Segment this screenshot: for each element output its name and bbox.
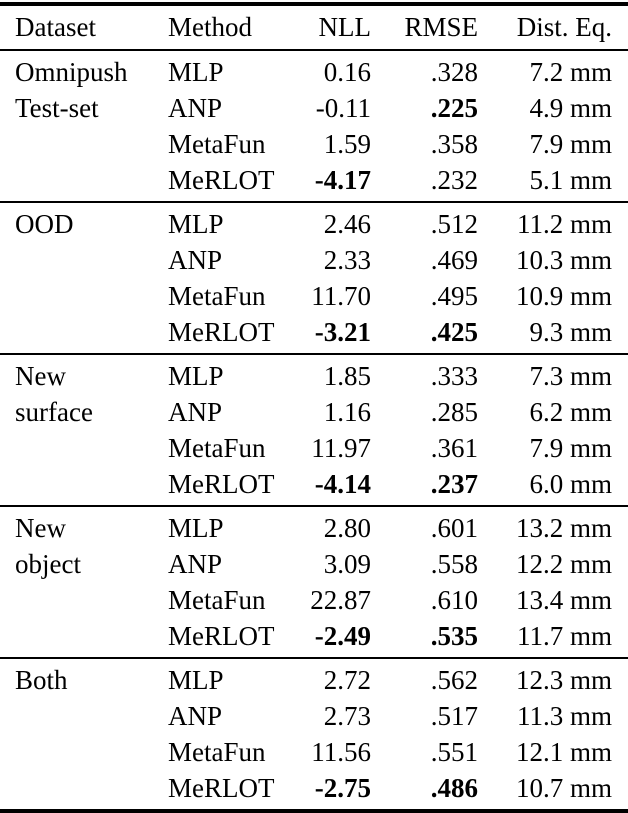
method-cell: MLP — [168, 361, 224, 391]
column-header-dist-eq: Dist. Eq. — [478, 4, 628, 50]
table-row — [0, 618, 628, 658]
nll-cell: -3.21 — [314, 317, 371, 347]
rmse-cell: .535 — [430, 621, 478, 651]
method-cell: MetaFun — [168, 433, 266, 463]
method-cell: MLP — [168, 513, 224, 543]
rmse-cell: .562 — [430, 665, 478, 695]
rmse-cell: .551 — [430, 737, 478, 767]
dataset-cell — [0, 618, 168, 658]
rmse-cell: .495 — [430, 281, 478, 311]
table-row — [0, 242, 628, 278]
table-row — [0, 430, 628, 466]
rmse-cell: .512 — [430, 209, 478, 239]
column-header-dataset: Dataset — [0, 4, 168, 50]
table-row — [0, 202, 628, 242]
table-section — [0, 354, 628, 506]
nll-cell: 2.80 — [323, 513, 371, 543]
dist-eq-cell: 12.2 mm — [515, 549, 612, 579]
rmse-cell: .361 — [430, 433, 478, 463]
rmse-cell: .237 — [430, 469, 478, 499]
dist-eq-cell: 10.7 mm — [515, 773, 612, 803]
dist-eq-cell: 5.1 mm — [529, 165, 612, 195]
rmse-cell: .328 — [430, 57, 478, 87]
method-cell: MeRLOT — [168, 773, 275, 803]
table-row — [0, 278, 628, 314]
table-row — [0, 658, 628, 698]
method-cell: MeRLOT — [168, 165, 275, 195]
rmse-cell: .232 — [430, 165, 478, 195]
table-section — [0, 50, 628, 202]
dataset-cell: New — [15, 513, 66, 543]
dataset-cell — [0, 430, 168, 466]
table-row — [0, 50, 628, 90]
table-row — [0, 546, 628, 582]
table-section — [0, 202, 628, 354]
table-row — [0, 90, 628, 126]
table-row — [0, 582, 628, 618]
rmse-cell: .358 — [430, 129, 478, 159]
nll-cell: -4.14 — [314, 469, 371, 499]
rmse-cell: .558 — [430, 549, 478, 579]
method-cell: MLP — [168, 665, 224, 695]
dataset-cell — [0, 582, 168, 618]
column-header-method: Method — [168, 4, 293, 50]
dataset-cell — [0, 770, 168, 811]
table-row — [0, 466, 628, 506]
method-cell: MLP — [168, 57, 224, 87]
rmse-cell: .469 — [430, 245, 478, 275]
nll-cell: -2.49 — [314, 621, 371, 651]
dist-eq-cell: 6.0 mm — [529, 469, 612, 499]
nll-cell: 11.97 — [311, 433, 371, 463]
table-row — [0, 394, 628, 430]
rmse-cell: .601 — [430, 513, 478, 543]
nll-cell: 2.33 — [323, 245, 371, 275]
nll-cell: 2.72 — [323, 665, 371, 695]
dataset-cell — [0, 314, 168, 354]
dataset-cell — [0, 162, 168, 202]
dataset-cell: OOD — [15, 209, 74, 239]
dataset-cell: Test-set — [15, 93, 99, 123]
nll-cell: 11.70 — [311, 281, 371, 311]
dist-eq-cell: 9.3 mm — [529, 317, 612, 347]
table-section — [0, 506, 628, 658]
dataset-cell — [0, 466, 168, 506]
method-cell: MLP — [168, 209, 224, 239]
method-cell: ANP — [168, 93, 223, 123]
dataset-cell — [0, 278, 168, 314]
table-row — [0, 770, 628, 811]
table-section — [0, 658, 628, 811]
method-cell: MeRLOT — [168, 469, 275, 499]
table-row — [0, 126, 628, 162]
dist-eq-cell: 12.1 mm — [515, 737, 612, 767]
dist-eq-cell: 11.3 mm — [516, 701, 612, 731]
table-row — [0, 506, 628, 546]
dataset-cell — [0, 698, 168, 734]
dataset-cell: surface — [15, 397, 93, 427]
table-row — [0, 698, 628, 734]
rmse-cell: .285 — [430, 397, 478, 427]
rmse-cell: .225 — [430, 93, 478, 123]
rmse-cell: .425 — [430, 317, 478, 347]
dist-eq-cell: 7.9 mm — [529, 129, 612, 159]
method-cell: ANP — [168, 549, 223, 579]
method-cell: MetaFun — [168, 281, 266, 311]
method-cell: MeRLOT — [168, 317, 275, 347]
nll-cell: -0.11 — [315, 93, 371, 123]
method-cell: ANP — [168, 397, 223, 427]
method-cell: MetaFun — [168, 737, 266, 767]
dist-eq-cell: 13.2 mm — [515, 513, 612, 543]
dist-eq-cell: 4.9 mm — [529, 93, 612, 123]
method-cell: MetaFun — [168, 585, 266, 615]
nll-cell: 22.87 — [310, 585, 371, 615]
nll-cell: 1.16 — [323, 397, 371, 427]
dist-eq-cell: 7.9 mm — [529, 433, 612, 463]
nll-cell: 2.73 — [323, 701, 371, 731]
nll-cell: 1.59 — [323, 129, 371, 159]
header-row — [0, 4, 628, 50]
table-row — [0, 162, 628, 202]
rmse-cell: .486 — [430, 773, 478, 803]
dist-eq-cell: 11.2 mm — [516, 209, 612, 239]
nll-cell: 1.85 — [323, 361, 371, 391]
dist-eq-cell: 12.3 mm — [515, 665, 612, 695]
dist-eq-cell: 6.2 mm — [529, 397, 612, 427]
nll-cell: 11.56 — [311, 737, 371, 767]
dataset-cell: Omnipush — [15, 57, 128, 87]
dataset-cell: New — [15, 361, 66, 391]
method-cell: MetaFun — [168, 129, 266, 159]
rmse-cell: .610 — [430, 585, 478, 615]
results-table — [0, 2, 628, 813]
column-header-nll: NLL — [293, 4, 371, 50]
dataset-cell: object — [15, 549, 81, 579]
dist-eq-cell: 13.4 mm — [515, 585, 612, 615]
dataset-cell: Both — [15, 665, 68, 695]
method-cell: ANP — [168, 701, 223, 731]
nll-cell: 2.46 — [323, 209, 371, 239]
table-row — [0, 734, 628, 770]
dist-eq-cell: 11.7 mm — [516, 621, 612, 651]
dist-eq-cell: 10.3 mm — [515, 245, 612, 275]
nll-cell: 3.09 — [323, 549, 371, 579]
column-header-rmse: RMSE — [371, 4, 478, 50]
dataset-cell — [0, 126, 168, 162]
nll-cell: 0.16 — [323, 57, 371, 87]
nll-cell: -2.75 — [314, 773, 371, 803]
dataset-cell — [0, 734, 168, 770]
dist-eq-cell: 7.3 mm — [529, 361, 612, 391]
method-cell: MeRLOT — [168, 621, 275, 651]
method-cell: ANP — [168, 245, 223, 275]
table-header — [0, 4, 628, 50]
rmse-cell: .517 — [430, 701, 478, 731]
rmse-cell: .333 — [430, 361, 478, 391]
dist-eq-cell: 7.2 mm — [529, 57, 612, 87]
nll-cell: -4.17 — [314, 165, 371, 195]
table-row — [0, 314, 628, 354]
table-row — [0, 354, 628, 394]
dist-eq-cell: 10.9 mm — [515, 281, 612, 311]
dataset-cell — [0, 242, 168, 278]
